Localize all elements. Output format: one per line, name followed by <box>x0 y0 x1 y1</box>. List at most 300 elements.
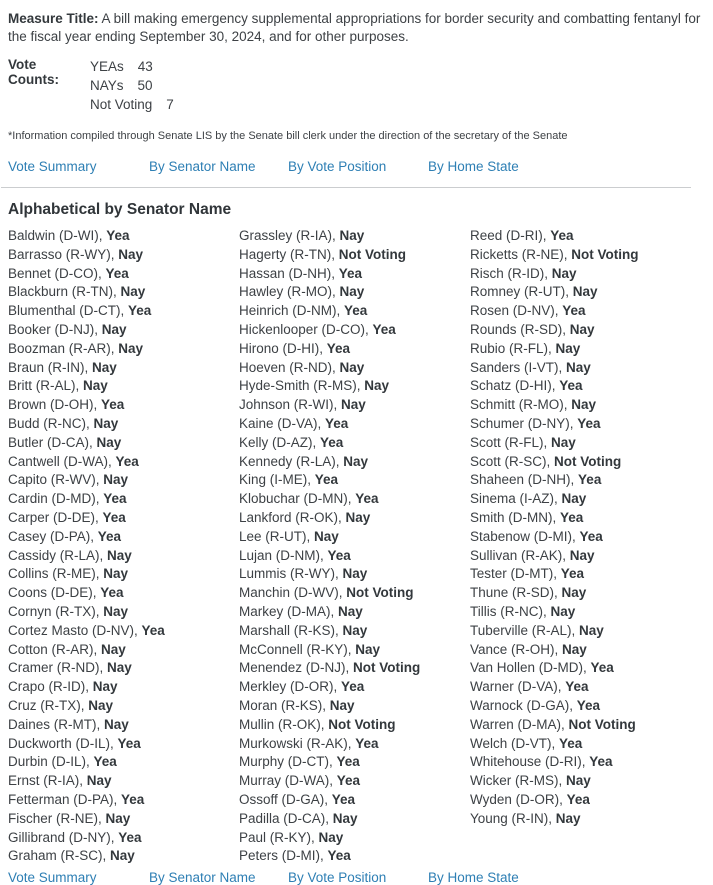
senator-vote-entry <box>239 321 470 340</box>
nav-link-by-vote-position[interactable]: By Vote Position <box>288 870 387 885</box>
senator-vote: Nay <box>342 622 368 638</box>
senator-vote-entry <box>470 753 701 772</box>
senator-vote-entry <box>8 359 239 378</box>
nav-link-by-senator-name[interactable]: By Senator Name <box>149 870 256 885</box>
senator-name: Crapo (R-ID), <box>8 679 93 695</box>
senator-vote-entry <box>239 377 470 396</box>
senator-vote-entry <box>239 622 470 641</box>
senator-vote-entry <box>470 810 701 829</box>
senator-vote-entry <box>8 471 239 490</box>
senator-name: Braun (R-IN), <box>8 359 93 375</box>
senator-name: Young (R-IN), <box>470 810 556 826</box>
senator-vote: Nay <box>550 603 576 619</box>
senator-vote: Nay <box>572 284 598 300</box>
senator-vote: Yea <box>355 735 379 751</box>
senator-vote: Nay <box>565 773 591 789</box>
senator-name: Schmitt (R-MO), <box>470 397 572 413</box>
senator-vote-entry <box>8 697 239 716</box>
senator-vote-entry <box>8 641 239 660</box>
senator-vote-entry <box>8 415 239 434</box>
vote-nav-bottom <box>8 870 705 885</box>
senator-name: Blackburn (R-TN), <box>8 284 121 300</box>
senator-name: Romney (R-UT), <box>470 284 573 300</box>
senator-name: Fetterman (D-PA), <box>8 791 122 807</box>
senator-vote: Yea <box>102 509 126 525</box>
vote-count-label: Not Voting <box>90 97 153 112</box>
senator-vote-entry <box>470 453 701 472</box>
senator-vote: Nay <box>341 397 366 413</box>
nav-link-by-home-state[interactable]: By Home State <box>428 870 519 885</box>
senator-name: Hyde-Smith (R-MS), <box>239 378 365 394</box>
senator-vote: Nay <box>107 547 132 563</box>
senator-name: Ricketts (R-NE), <box>470 246 572 262</box>
senator-name: Wyden (D-OR), <box>470 791 567 807</box>
senator-vote: Yea <box>579 528 603 544</box>
senator-vote: Not Voting <box>353 660 421 676</box>
senator-vote: Yea <box>565 679 589 695</box>
senator-vote-entry <box>8 772 239 791</box>
senator-vote-entry <box>8 659 239 678</box>
senator-vote-entry <box>470 659 701 678</box>
senator-name: Sinema (I-AZ), <box>470 491 562 507</box>
senator-vote-entry <box>470 547 701 566</box>
measure-title-text: A bill making emergency supplemental appropriations for border security and combatting fentanyl for the fiscal year ending September 30, 2024, and for other purposes. <box>8 11 701 44</box>
senator-vote-entry <box>239 753 470 772</box>
senator-vote: Yea <box>327 547 351 563</box>
senator-vote: Yea <box>560 566 585 582</box>
senator-name: Welch (D-VT), <box>470 735 560 751</box>
senator-vote-entry <box>8 829 239 848</box>
senator-name: McConnell (R-KY), <box>239 641 356 657</box>
senator-vote-entry <box>470 565 701 584</box>
senator-vote: Nay <box>562 641 587 657</box>
senator-vote: Yea <box>101 397 125 413</box>
senator-vote: Yea <box>372 321 396 337</box>
senator-vote: Nay <box>118 340 144 356</box>
senator-name: Bennet (D-CO), <box>8 265 106 281</box>
senator-vote: Yea <box>97 528 122 544</box>
senator-vote: Yea <box>577 415 601 431</box>
senator-name: Rubio (R-FL), <box>470 340 556 356</box>
senator-name: Rounds (R-SD), <box>470 321 570 337</box>
senator-vote-entry <box>8 678 239 697</box>
vote-count-row <box>90 95 174 114</box>
senator-name: Hirono (D-HI), <box>239 340 327 356</box>
nav-link-by-home-state[interactable]: By Home State <box>428 159 519 174</box>
senator-vote: Nay <box>88 697 114 713</box>
vote-count-row <box>90 76 174 95</box>
senator-vote: Nay <box>107 660 132 676</box>
senator-name: Reed (D-RI), <box>470 228 551 243</box>
senator-vote-entry <box>239 716 470 735</box>
senator-vote-entry <box>8 340 239 359</box>
senator-name: Capito (R-WV), <box>8 472 104 488</box>
senator-vote-entry <box>470 227 701 246</box>
senator-vote: Yea <box>578 472 602 488</box>
senator-vote: Yea <box>562 303 586 319</box>
senator-name: Manchin (D-WV), <box>239 585 347 601</box>
senator-name: Grassley (R-IA), <box>239 228 340 243</box>
senator-name: Sullivan (R-AK), <box>470 547 570 563</box>
senator-name: Marshall (R-KS), <box>239 622 343 638</box>
senator-name: Tester (D-MT), <box>470 566 561 582</box>
senator-vote: Nay <box>103 603 129 619</box>
senator-name: Mullin (R-OK), <box>239 716 329 732</box>
senator-vote-entry <box>8 453 239 472</box>
senator-vote-entry <box>470 246 701 265</box>
senator-vote-entry <box>8 565 239 584</box>
senator-vote: Nay <box>105 810 131 826</box>
senator-name: Lee (R-UT), <box>239 528 315 544</box>
senator-vote-entry <box>239 227 470 246</box>
nav-cell <box>149 159 288 174</box>
vote-counts <box>8 57 705 114</box>
senator-vote: Yea <box>344 303 368 319</box>
senator-vote-entry <box>239 678 470 697</box>
senator-vote-entry <box>8 810 239 829</box>
senator-vote-entry <box>470 471 701 490</box>
senator-name: Murphy (D-CT), <box>239 754 337 770</box>
senator-name: Lankford (R-OK), <box>239 509 346 525</box>
senator-vote-entry <box>239 396 470 415</box>
senator-vote-entry <box>8 622 239 641</box>
senator-name: Budd (R-NC), <box>8 415 94 431</box>
senator-vote-entry <box>239 415 470 434</box>
senator-vote-entry <box>8 396 239 415</box>
senator-name: Wicker (R-MS), <box>470 773 566 789</box>
senator-vote-entry <box>470 772 701 791</box>
senator-name: Paul (R-KY), <box>239 829 319 845</box>
senator-vote-entry <box>239 847 470 866</box>
senator-vote-entry <box>8 246 239 265</box>
senator-vote-grid <box>8 227 705 866</box>
senator-vote-entry <box>239 434 470 453</box>
senator-vote-entry <box>239 359 470 378</box>
senator-name: Britt (R-AL), <box>8 378 84 394</box>
senator-name: Kelly (D-AZ), <box>239 434 320 450</box>
senator-vote: Nay <box>120 284 146 300</box>
senator-vote-entry <box>239 528 470 547</box>
senator-name: Scott (R-SC), <box>470 453 555 469</box>
senator-vote-entry <box>8 490 239 509</box>
senator-vote: Nay <box>551 434 576 450</box>
senator-vote-entry <box>239 453 470 472</box>
senator-vote: Nay <box>93 415 119 431</box>
senator-vote-entry <box>8 547 239 566</box>
senator-vote: Nay <box>579 622 604 638</box>
senator-name: Casey (D-PA), <box>8 528 98 544</box>
senator-vote: Nay <box>92 359 117 375</box>
senator-vote: Nay <box>569 547 595 563</box>
senator-vote-entry <box>8 509 239 528</box>
senator-vote: Yea <box>355 491 379 507</box>
senator-vote: Yea <box>559 378 583 394</box>
senator-vote-entry <box>8 302 239 321</box>
senator-vote-entry <box>8 377 239 396</box>
senator-name: Whitehouse (D-RI), <box>470 754 590 770</box>
senator-vote: Yea <box>141 622 165 638</box>
senator-name: Ossoff (D-GA), <box>239 791 332 807</box>
senator-name: Merkley (D-OR), <box>239 679 341 695</box>
senator-vote-entry <box>239 659 470 678</box>
senator-name: Tillis (R-NC), <box>470 603 551 619</box>
nav-cell <box>8 870 149 885</box>
senator-name: Peters (D-MI), <box>239 848 328 864</box>
senator-vote-entry <box>239 829 470 848</box>
senator-vote: Nay <box>555 810 581 826</box>
senator-vote: Nay <box>561 491 587 507</box>
senator-name: Hagerty (R-TN), <box>239 246 339 262</box>
senator-name: Butler (D-CA), <box>8 434 97 450</box>
senator-vote: Yea <box>128 303 152 319</box>
senator-vote-entry <box>239 697 470 716</box>
senator-vote-entry <box>239 565 470 584</box>
senator-name: King (I-ME), <box>239 472 315 488</box>
senator-vote: Nay <box>571 397 597 413</box>
senator-name: Murray (D-WA), <box>239 773 337 789</box>
senator-vote: Yea <box>550 228 574 243</box>
senator-name: Collins (R-ME), <box>8 566 104 582</box>
senator-name: Lujan (D-NM), <box>239 547 328 563</box>
senator-vote: Yea <box>93 754 117 770</box>
senator-name: Hickenlooper (D-CO), <box>239 321 373 337</box>
senator-name: Cotton (R-AR), <box>8 641 102 657</box>
senator-vote-entry <box>470 283 701 302</box>
vote-count-value: 7 <box>166 97 174 112</box>
senator-vote: Yea <box>559 735 583 751</box>
senator-vote: Yea <box>336 773 361 789</box>
measure-title <box>8 10 708 46</box>
senator-vote: Nay <box>118 246 144 262</box>
senator-vote: Nay <box>339 359 365 375</box>
senator-vote: Nay <box>96 434 122 450</box>
senator-vote-entry <box>239 302 470 321</box>
senator-vote: Nay <box>318 829 344 845</box>
senator-vote: Nay <box>343 453 369 469</box>
senator-name: Hawley (R-MO), <box>239 284 340 300</box>
senator-name: Gillibrand (D-NY), <box>8 829 119 845</box>
senator-vote-entry <box>8 847 239 866</box>
nav-link-vote-summary[interactable]: Vote Summary <box>8 159 97 174</box>
senator-name: Moran (R-KS), <box>239 697 330 713</box>
senator-name: Murkowski (R-AK), <box>239 735 356 751</box>
senator-name: Van Hollen (D-MD), <box>470 660 591 676</box>
nav-link-by-vote-position[interactable]: By Vote Position <box>288 159 387 174</box>
senator-vote-entry <box>470 434 701 453</box>
senator-vote-entry <box>8 265 239 284</box>
senator-vote: Yea <box>105 265 129 281</box>
senator-name: Thune (R-SD), <box>470 585 562 601</box>
vote-count-label: NAYs <box>90 78 124 93</box>
senator-vote: Nay <box>104 716 129 732</box>
senator-vote: Nay <box>338 603 363 619</box>
senator-vote: Yea <box>320 434 344 450</box>
senator-name: Brown (D-OH), <box>8 397 102 413</box>
vote-count-row <box>90 57 174 76</box>
senator-name: Durbin (D-IL), <box>8 754 94 770</box>
senator-vote: Yea <box>576 697 601 713</box>
senator-vote: Yea <box>560 509 584 525</box>
senator-name: Cortez Masto (D-NV), <box>8 622 142 638</box>
senator-name: Schumer (D-NY), <box>470 415 578 431</box>
senator-vote-entry <box>470 302 701 321</box>
senator-vote-entry <box>470 265 701 284</box>
senator-vote: Nay <box>110 848 135 864</box>
senator-name: Shaheen (D-NH), <box>470 472 579 488</box>
senator-name: Tuberville (R-AL), <box>470 622 580 638</box>
senator-name: Graham (R-SC), <box>8 848 111 864</box>
senator-vote: Nay <box>101 321 127 337</box>
senator-vote-entry <box>8 735 239 754</box>
section-heading: Alphabetical by Senator Name <box>8 201 232 218</box>
senator-name: Sanders (I-VT), <box>470 359 567 375</box>
senator-vote: Yea <box>566 791 590 807</box>
senator-vote: Yea <box>326 340 351 356</box>
senator-vote: Yea <box>118 829 142 845</box>
senator-name: Ernst (R-IA), <box>8 773 87 789</box>
senator-vote-entry <box>239 584 470 603</box>
senator-vote: Nay <box>332 810 358 826</box>
vote-counts-rows <box>90 57 174 114</box>
senator-vote-entry <box>8 753 239 772</box>
senator-name: Johnson (R-WI), <box>239 397 342 413</box>
senator-vote: Nay <box>555 340 581 356</box>
senator-vote: Nay <box>86 773 112 789</box>
senator-vote-entry <box>239 471 470 490</box>
senator-vote-entry <box>470 716 701 735</box>
senator-name: Klobuchar (D-MN), <box>239 491 356 507</box>
senator-vote-entry <box>239 641 470 660</box>
senator-vote: Nay <box>103 566 129 582</box>
senator-vote: Yea <box>331 791 356 807</box>
senator-vote: Not Voting <box>328 716 396 732</box>
senator-name: Stabenow (D-MI), <box>470 528 580 544</box>
nav-cell <box>428 870 568 885</box>
senator-vote-entry <box>470 415 701 434</box>
senator-vote-entry <box>239 246 470 265</box>
senator-vote-entry <box>8 434 239 453</box>
senator-vote: Nay <box>103 472 129 488</box>
nav-cell <box>288 159 428 174</box>
senator-vote: Not Voting <box>338 246 406 262</box>
senator-vote: Nay <box>551 265 577 281</box>
vote-count-value: 43 <box>137 59 153 74</box>
senator-vote: Not Voting <box>554 453 622 469</box>
senator-vote: Yea <box>589 754 613 770</box>
senator-vote-entry <box>470 791 701 810</box>
senator-vote: Nay <box>342 566 368 582</box>
senator-vote: Yea <box>106 228 130 243</box>
senator-name: Cornyn (R-TX), <box>8 603 104 619</box>
senator-name: Smith (D-MN), <box>470 509 560 525</box>
senator-vote: Yea <box>100 585 124 601</box>
senator-vote-entry <box>239 791 470 810</box>
senator-vote-entry <box>8 603 239 622</box>
senator-vote: Nay <box>83 378 108 394</box>
senator-name: Heinrich (D-NM), <box>239 303 345 319</box>
senator-vote-entry <box>470 641 701 660</box>
senator-vote: Yea <box>341 679 365 695</box>
senator-vote-entry <box>239 490 470 509</box>
senator-name: Menendez (D-NJ), <box>239 660 354 676</box>
vote-nav-top <box>8 159 705 174</box>
senator-vote: Nay <box>561 585 587 601</box>
nav-cell <box>8 159 149 174</box>
senator-vote-entry <box>8 716 239 735</box>
footnote: *Information compiled through Senate LIS by the Senate bill clerk under the direction of the secretary of the Senate <box>8 130 568 142</box>
senator-name: Blumenthal (D-CT), <box>8 303 129 319</box>
nav-link-vote-summary[interactable]: Vote Summary <box>8 870 97 885</box>
senator-name: Hassan (D-NH), <box>239 265 339 281</box>
senator-name: Baldwin (D-WI), <box>8 228 107 243</box>
nav-cell <box>428 159 568 174</box>
senator-vote: Yea <box>590 660 614 676</box>
senator-vote: Nay <box>355 641 381 657</box>
senator-name: Warren (D-MA), <box>470 716 569 732</box>
senator-vote-entry <box>8 283 239 302</box>
senator-column <box>470 227 701 866</box>
senator-vote: Yea <box>115 453 139 469</box>
senator-vote: Nay <box>329 697 355 713</box>
senator-vote-entry <box>8 584 239 603</box>
senator-name: Markey (D-MA), <box>239 603 338 619</box>
senator-vote: Not Voting <box>346 585 414 601</box>
nav-cell <box>149 870 288 885</box>
senator-name: Cardin (D-MD), <box>8 491 104 507</box>
senator-vote-entry <box>470 735 701 754</box>
senator-vote: Yea <box>117 735 141 751</box>
senator-name: Barrasso (R-WY), <box>8 246 119 262</box>
senator-vote-entry <box>239 735 470 754</box>
senator-name: Carper (D-DE), <box>8 509 103 525</box>
vote-counts-label: Vote Counts: <box>8 57 59 87</box>
senator-name: Hoeven (R-ND), <box>239 359 340 375</box>
senator-vote: Yea <box>336 754 360 770</box>
senator-vote: Yea <box>103 491 127 507</box>
vote-count-value: 50 <box>137 78 153 93</box>
senator-vote: Not Voting <box>571 246 639 262</box>
senator-name: Booker (D-NJ), <box>8 321 102 337</box>
senator-vote: Nay <box>566 359 591 375</box>
senator-name: Scott (R-FL), <box>470 434 552 450</box>
senator-vote-entry <box>470 321 701 340</box>
senator-vote-entry <box>470 340 701 359</box>
senator-vote-entry <box>470 359 701 378</box>
senator-vote: Nay <box>569 321 595 337</box>
separator <box>1 187 691 188</box>
senator-vote: Nay <box>314 528 339 544</box>
senator-column <box>239 227 470 866</box>
senator-vote: Nay <box>92 679 118 695</box>
senator-vote-entry <box>470 584 701 603</box>
senator-vote: Yea <box>121 791 145 807</box>
senator-vote-entry <box>239 603 470 622</box>
senator-vote-entry <box>470 377 701 396</box>
senator-vote: Not Voting <box>568 716 636 732</box>
senator-name: Padilla (D-CA), <box>239 810 333 826</box>
senator-name: Kaine (D-VA), <box>239 415 326 431</box>
senator-vote-entry <box>239 340 470 359</box>
senator-name: Warner (D-VA), <box>470 679 566 695</box>
senator-vote-entry <box>470 396 701 415</box>
senator-vote-entry <box>239 265 470 284</box>
nav-link-by-senator-name[interactable]: By Senator Name <box>149 159 256 174</box>
senator-vote-entry <box>470 603 701 622</box>
nav-cell <box>288 870 428 885</box>
senator-name: Coons (D-DE), <box>8 585 101 601</box>
senator-vote-entry <box>239 283 470 302</box>
senator-vote: Yea <box>325 415 349 431</box>
